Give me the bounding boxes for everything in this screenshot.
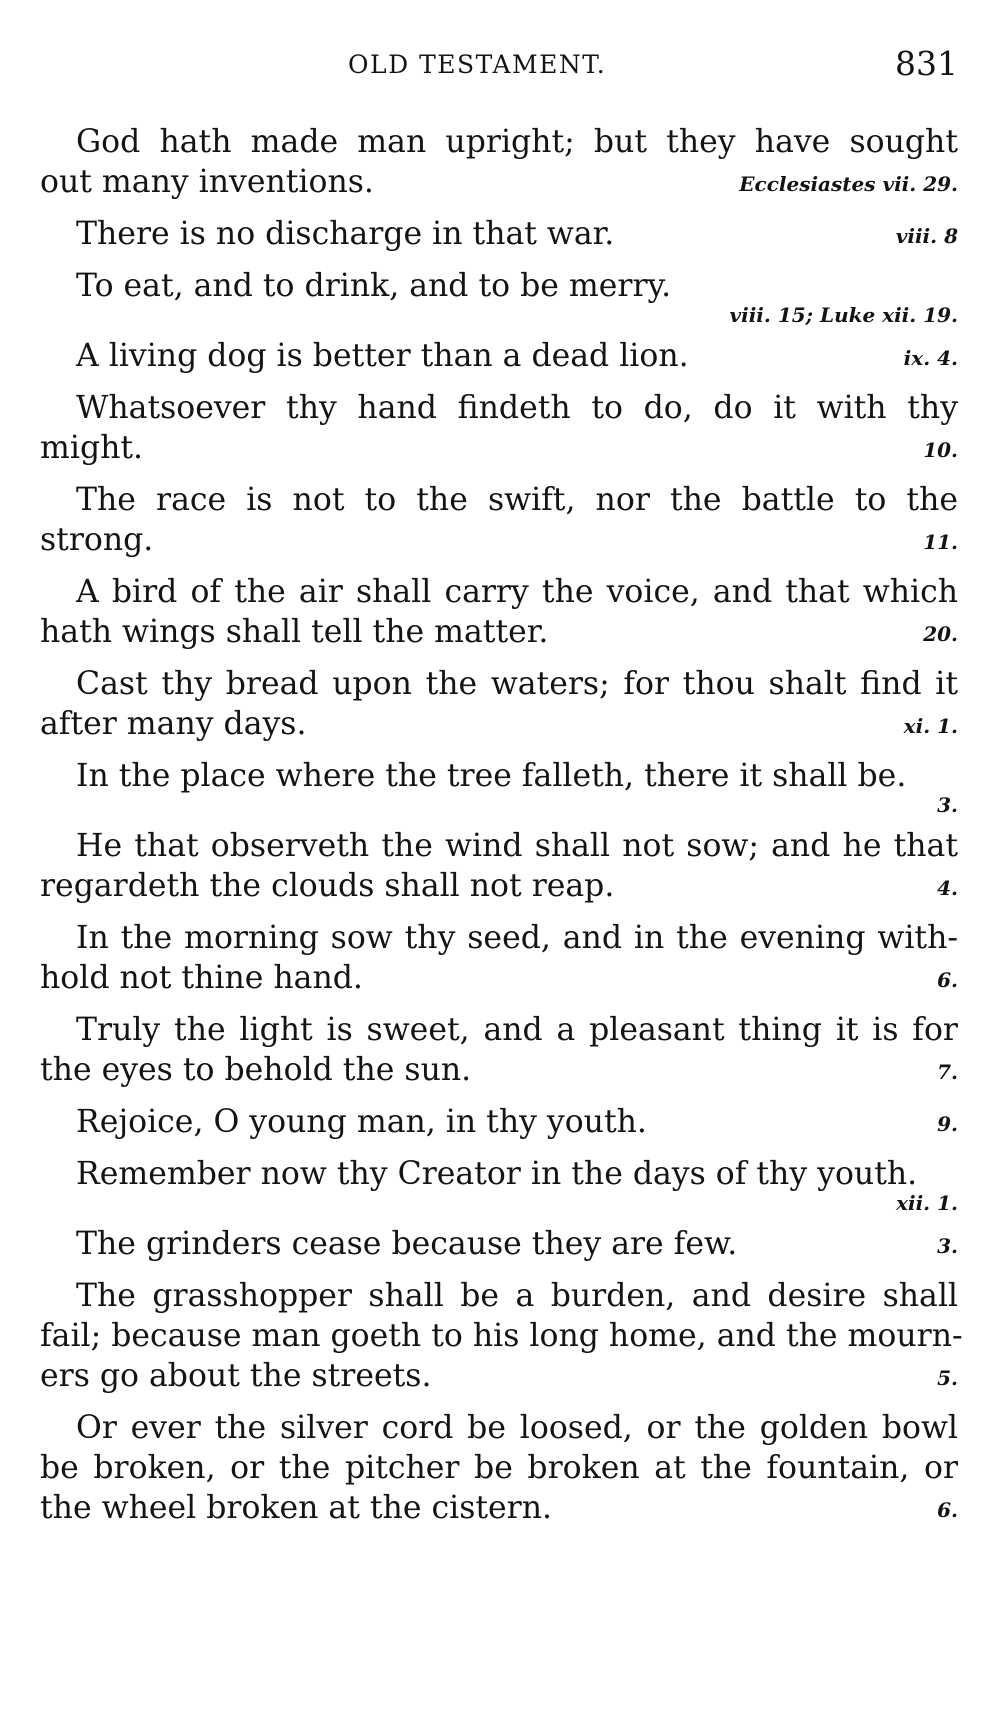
citation-reference: xi. 1.: [903, 714, 958, 738]
quotation-line: A bird of the air shall carry the voice, and that which: [76, 574, 958, 610]
citation-reference: 11.: [923, 530, 958, 554]
quotation-line: A living dog is better than a dead lion.: [76, 338, 689, 374]
quotation-entry: [40, 664, 958, 744]
quotation-entry: [40, 1010, 958, 1090]
quotation-line: The race is not to the swift, nor the battle to the: [76, 482, 958, 518]
quotation-line: might.: [40, 430, 144, 466]
quotation-entry: [40, 214, 958, 254]
quotation-line: Rejoice, O young man, in thy youth.: [76, 1104, 647, 1140]
citation-reference: Ecclesiastes vii. 29.: [739, 172, 958, 196]
page-number: 831: [895, 44, 958, 83]
quotation-line: ers go about the streets.: [40, 1358, 432, 1394]
quotation-entry: [40, 826, 958, 906]
quotation-line: Truly the light is sweet, and a pleasant thing it is for: [76, 1012, 958, 1048]
quotation-list: [40, 122, 963, 1528]
citation-reference: 10.: [923, 438, 958, 462]
citation-reference: 4.: [937, 876, 958, 900]
citation-reference: 6.: [937, 1498, 958, 1522]
quotation-entry: [40, 572, 958, 652]
citation-reference: xii. 1.: [896, 1191, 958, 1215]
quotation-line: The grinders cease because they are few.: [76, 1226, 738, 1262]
quotation-entry: [40, 918, 958, 998]
citation-reference: 9.: [937, 1112, 958, 1136]
quotation-entry: [40, 122, 958, 202]
quotation-line: Cast thy bread upon the waters; for thou shalt find it: [76, 666, 958, 702]
quotation-line: In the morning sow thy seed, and in the evening with-: [76, 920, 958, 956]
quotation-line: the eyes to behold the sun.: [40, 1052, 472, 1088]
citation-reference: viii. 8: [895, 224, 958, 248]
quotation-line: Or ever the silver cord be loosed, or the golden bowl: [76, 1410, 958, 1446]
quotation-line: Whatsoever thy hand findeth to do, do it with thy: [76, 390, 958, 426]
quotation-entry: [40, 1224, 958, 1264]
quotation-line: regardeth the clouds shall not reap.: [40, 868, 615, 904]
quotation-line: hold not thine hand.: [40, 960, 363, 996]
running-title: OLD TESTAMENT.: [348, 50, 607, 79]
quotation-entry: [40, 1102, 958, 1142]
quotation-entry: [40, 1154, 958, 1216]
quotation-line: To eat, and to drink, and to be merry.: [76, 268, 672, 304]
quotation-line: In the place where the tree falleth, there it shall be.: [76, 758, 907, 794]
quotation-line: Remember now thy Creator in the days of thy youth.: [76, 1156, 918, 1192]
citation-reference: 3.: [937, 1234, 958, 1258]
citation-reference: ix. 4.: [903, 346, 958, 370]
quotation-line: after many days.: [40, 706, 307, 742]
citation-reference: 7.: [937, 1060, 958, 1084]
quotation-line: out many inventions.: [40, 164, 374, 200]
citation-reference: 6.: [937, 968, 958, 992]
quotation-line: God hath made man upright; but they have sought: [76, 124, 958, 160]
quotation-line: be broken, or the pitcher be broken at the fountain, or: [40, 1450, 958, 1486]
quotation-line: The grasshopper shall be a burden, and desire shall: [76, 1278, 958, 1314]
citation-reference: 20.: [923, 622, 958, 646]
quotation-entry: [40, 336, 958, 376]
quotation-entry: [40, 1408, 958, 1528]
quotation-line: fail; because man goeth to his long home, and the mourn-: [40, 1318, 963, 1354]
citation-reference: viii. 15; Luke xii. 19.: [729, 303, 958, 327]
quotation-entry: [40, 1276, 963, 1396]
citation-reference: 5.: [937, 1366, 958, 1390]
quotation-entry: [40, 388, 958, 468]
citation-reference: 3.: [937, 793, 958, 817]
running-head: [0, 44, 1000, 94]
quotation-line: There is no discharge in that war.: [76, 216, 615, 252]
quotation-line: He that observeth the wind shall not sow; and he that: [76, 828, 958, 864]
quotation-line: the wheel broken at the cistern.: [40, 1490, 553, 1526]
quotation-entry: [40, 480, 958, 560]
quotation-entry: [40, 266, 958, 328]
quotation-entry: [40, 756, 958, 818]
quotation-line: strong.: [40, 522, 154, 558]
quotation-line: hath wings shall tell the matter.: [40, 614, 549, 650]
